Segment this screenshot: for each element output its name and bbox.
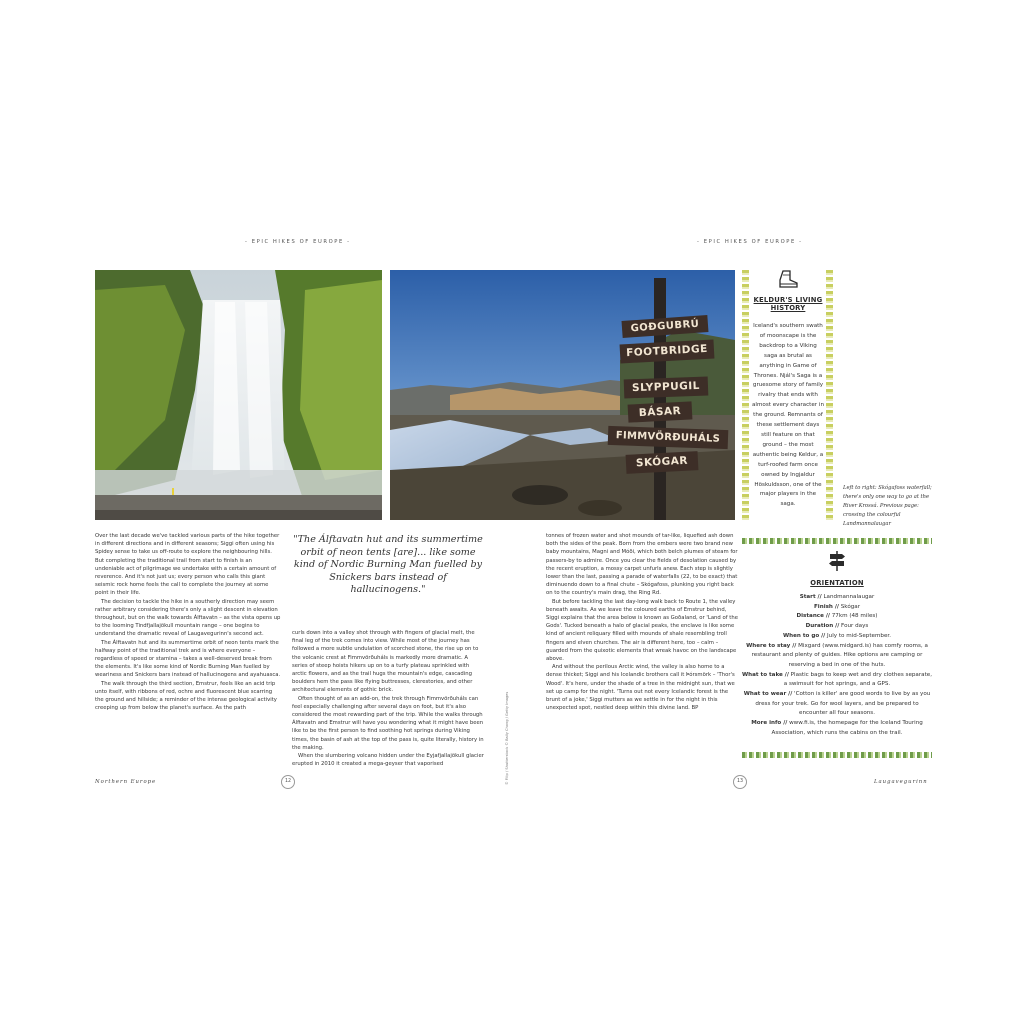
orientation-label: When to go // <box>782 632 826 639</box>
sign-board <box>628 401 693 422</box>
sign-label: GOÐGUBRÚ <box>630 318 700 335</box>
signpost-icon <box>742 550 932 576</box>
paragraph: Often thought of as an add-on, the trek through Fimmvörðuháls can feel especially challenging after several days on foot, but it's also considered the most rewarding part of the trip. While the walks through Álftavatn and Emstrur will have you wondering what it might have been like to be the first person to find soothing hot springs during Viking times, the basin of ash at the top of the pass is, quite literally, history in the making. <box>292 695 484 751</box>
vine-border-top <box>742 538 932 544</box>
orientation-row <box>742 642 932 671</box>
orientation-label: Duration // <box>805 623 840 630</box>
paragraph: Over the last decade we've tackled various parts of the hike together in different directions and in different seasons; Siggi often using his Spidey sense to take us off-route to explore the neighbouring hills. But completing the traditional trail from start to finish is an undeniable act of pilgrimage we undertake with a certain amount of reverence. And it's not just us; every person who calls this giant seismic rock home feels the call to complete the journey at some point in their life. <box>95 533 280 597</box>
page-number-left: 12 <box>281 775 295 789</box>
orientation-label: Where to stay // <box>746 642 797 649</box>
paragraph: The walk through the third section, Emstrur, feels like an acid trip unto itself, with ribbons of red, ochre and fluorescent blue scarring the ground and hillside; a reminder of the intense geological activity creeping up from below the planet's surface. As the path <box>95 680 277 712</box>
orientation-row <box>742 603 932 613</box>
orientation-label: More info // <box>751 720 788 727</box>
article-column-1 <box>95 532 282 712</box>
running-head-right: - EPIC HIKES OF EUROPE - <box>697 239 803 245</box>
orientation-row <box>742 632 932 642</box>
orientation-value: July to mid-September. <box>827 632 891 639</box>
vine-border-left <box>742 270 749 520</box>
vine-border-bottom <box>742 752 932 758</box>
sign-label: SLYPPUGIL <box>631 379 701 395</box>
signpost-photo <box>390 270 735 520</box>
orientation-value: 77km (48 miles) <box>831 613 878 620</box>
orientation-row <box>742 671 932 690</box>
orientation-label: Finish // <box>813 603 839 610</box>
orientation-label: Start // <box>799 594 822 600</box>
orientation-list <box>742 593 932 739</box>
sidebar-title: KELDUR'S LIVING HISTORY <box>753 296 823 312</box>
sign-label: FOOTBRIDGE <box>625 342 709 360</box>
orientation-row <box>742 690 932 719</box>
paragraph: But before tackling the last day-long walk back to Route 1, the valley beneath awaits. As we leave the coloured earths of Emstrur behind, Siggi explains that the area below is known as Goðaland, or 'Land of the Gods'. Tucked beneath a halo of glacial peaks, the enclave is like some kind of ancient reliquary filled with mounds of shale resembling troll fingers and elven churches. The air is different here, too – calm – guarded from the quixotic elements that wreak havoc on the landscape above. <box>546 598 738 663</box>
orientation-label: What to take // <box>742 671 789 678</box>
orientation-row <box>742 719 932 738</box>
sign-label: SKÓGAR <box>635 454 689 470</box>
paragraph: And without the perilous Arctic wind, the valley is also home to a dense thicket; Siggi and his Icelandic brothers call it Þórsmörk – 'Thor's Wood'. It's here, under the shade of a tree in the midnight sun, that we set up camp for the night. 'Turns out not every Icelandic forest is the brunt of a joke,' Siggi mutters as we settle in for the night in this unexpected spot, nestled deep within this divine land. BP <box>546 664 735 712</box>
sidebar-text: Iceland's southern swath of moonscape is the backdrop to a Viking saga as brutal as anything in Game of Thrones. Njál's Saga is a gruesome story of family rivalry that ends with almost every character in the ground. Remnants of these settlement days still feature on that ground – the most authentic being Keldur, a turf-roofed farm once owned by Ingjaldur Höskuldsson, one of the major players in the saga. <box>752 323 824 508</box>
paragraph: When the slumbering volcano hidden under the Eyjafjallajökull glacier erupted in 2010 it created a mega-geyser that vaporised <box>292 753 484 768</box>
orientation-label: Distance // <box>796 613 830 620</box>
photo-credit: © Filip / Shutterstock © Bally Chong / Getty Images <box>505 691 509 785</box>
orientation-value: Plastic bags to keep wet and dry clothes separate, a swimsuit for hot springs, and a GPS. <box>783 671 933 688</box>
orientation-value: Skógar <box>840 603 861 610</box>
orientation-value: Mixgard (www.midgard.is) has comfy rooms, a restaurant and plenty of guides. Hike options are camping or reserving a bed in one of the huts. <box>751 642 928 668</box>
boot-icon <box>752 270 824 294</box>
sign-board <box>626 451 699 474</box>
orientation-row <box>742 622 932 632</box>
paragraph: tonnes of frozen water and shot mounds of tar-like, liquefied ash down both the sides of the peak. Born from the embers were two brand new baby mountains, Magni and Móði, which both belch plumes of steam for passers-by to admire. Once you clear the fields of desolation caused by the recent eruption, a mossy carpet unfurls anew. Each step is slightly lower than the last, passing a parade of waterfalls (22, to be exact) that diminuendo down to a final chute – Skógafoss, plunking you right back on to the country's main drag, the Ring Rd. <box>546 533 738 597</box>
orientation-row <box>742 612 932 622</box>
orientation-row <box>742 593 932 603</box>
running-head-left: - EPIC HIKES OF EUROPE - <box>245 239 351 245</box>
orientation-value: Four days <box>841 623 869 630</box>
waterfall-photo <box>95 270 382 520</box>
sign-label: BÁSAR <box>638 404 682 420</box>
footer-left-label: Northern Europe <box>95 779 157 785</box>
orientation-title: ORIENTATION <box>810 579 864 587</box>
paragraph: The decision to tackle the hike in a southerly direction may seem rather arbitrary considering there's only a slight descent in elevation throughout, but on the walk towards Álftavatn – as the vista opens up to the looming Tindfjallajökull mountain range – one begins to understand the dramatic reveal of Laugavegurinn's second act. <box>95 598 281 638</box>
paragraph: curls down into a valley shot through with fingers of glacial melt, the final leg of the trek comes into view. While most of the journey has followed a more subtle undulation of scorched stone, the rise up on to the volcanic crest at Fimmvörðuháls is markedly more dramatic. A series of steep hoists hikers up on to a turfy plateau sprinkled with arctic flowers, and as the trail hugs the mountain's edge, cascading boulders hem the pass like flying buttresses, clerestories, and other architectural elements of gothic brick. <box>292 630 479 694</box>
orientation-label: What to wear // <box>743 691 793 698</box>
keldur-sidebar <box>752 270 824 510</box>
footer-right-label: Laugavegurinn <box>874 779 928 785</box>
orientation-box <box>742 550 932 739</box>
orientation-value: 'Cotton is killer' are good words to live by as you dress for your trek. Go for wool layers, and be prepared to encounter all four seasons. <box>755 691 931 717</box>
article-column-2 <box>292 629 484 768</box>
article-column-3 <box>546 532 738 712</box>
sign-board <box>624 377 709 399</box>
vine-border-right <box>826 270 833 520</box>
sign-label: FIMMVÖRÐUHÁLS <box>615 430 721 445</box>
orientation-value: www.fi.is, the homepage for the Iceland Touring Association, which runs the cabins on the trail. <box>771 720 923 736</box>
paragraph: The Álftavatn hut and its summertime orbit of neon tents mark the halfway point of the traditional trek and is where everyone – regardless of speed or stamina – takes a well-deserved break from the elements. It's like some kind of Nordic Burning Man fuelled by weariness and Snickers bars instead of hallucinogens and ayahuasca. <box>95 639 281 679</box>
page-number-right: 13 <box>733 775 747 789</box>
orientation-value: Landmannalaugar <box>823 594 875 600</box>
photo-caption: Left to right: Skógafoss waterfall; there's only one way to go at the River Krossá. Previous page: crossing the colourful Landmannalaugar <box>843 485 932 527</box>
pull-quote: "The Álftavatn hut and its summertime orbit of neon tents [are]... like some kind of Nordic Burning Man fuelled by Snickers bars instead of hallucinogens." <box>293 534 483 595</box>
